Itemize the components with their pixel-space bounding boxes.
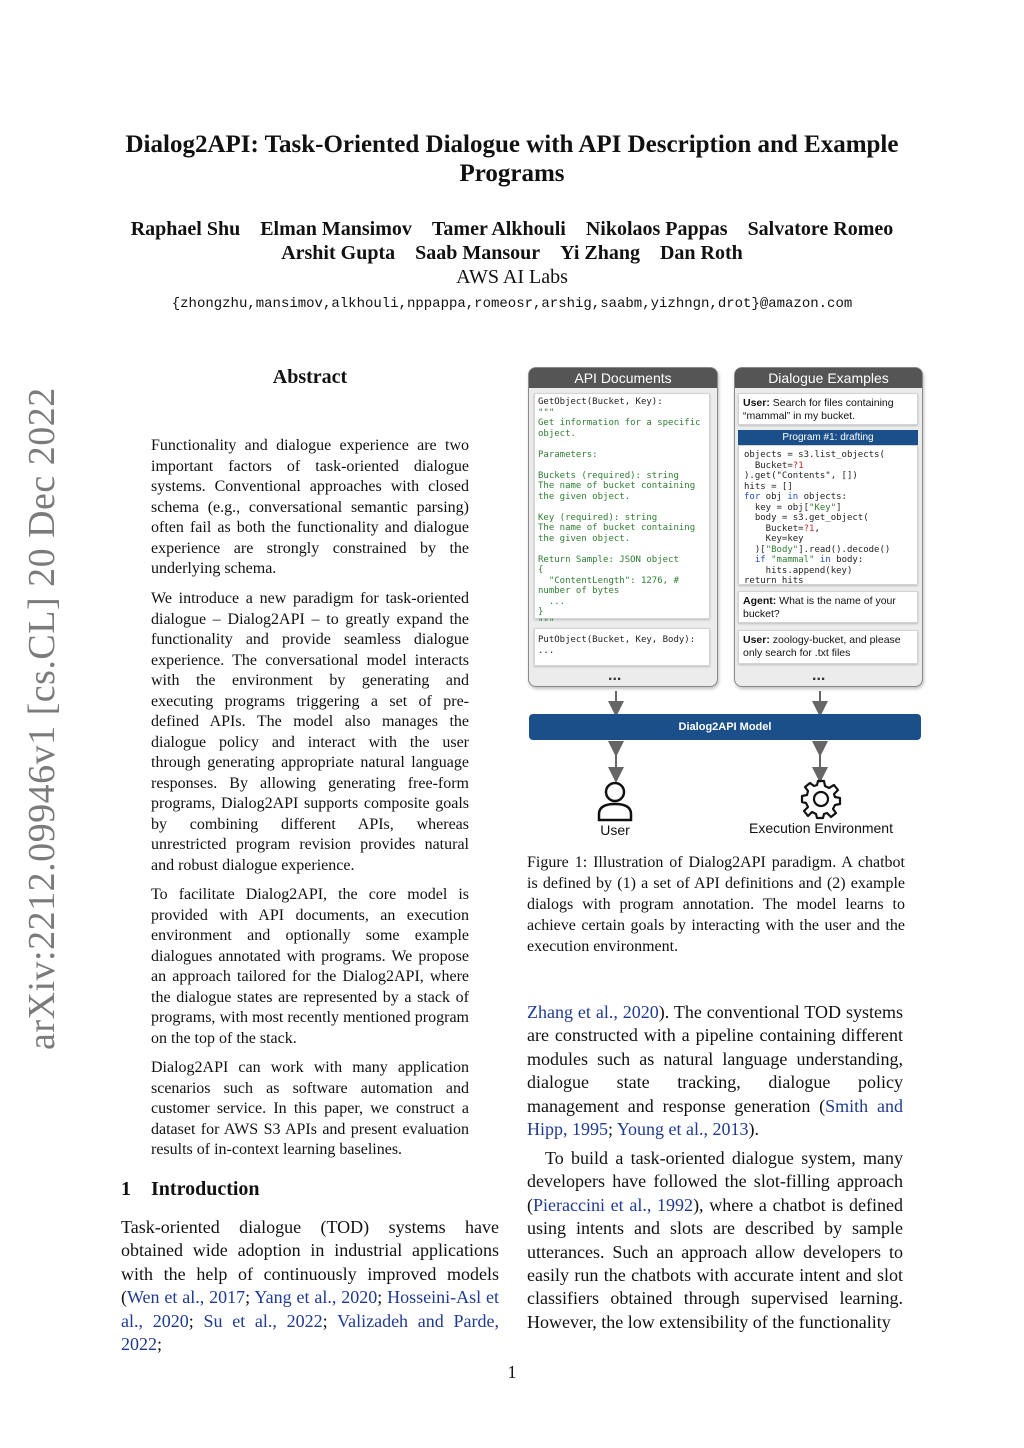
code-line: The name of bucket containing the given object. bbox=[538, 481, 696, 502]
section-number: 1 bbox=[121, 1178, 131, 1200]
author: Tamer Alkhouli bbox=[431, 218, 566, 240]
citation-link[interactable]: Wen et al., 2017 bbox=[127, 1287, 246, 1308]
citation-link[interactable]: Pieraccini et al., 1992 bbox=[533, 1194, 694, 1215]
code-line: GetObject(Bucket, Key): bbox=[538, 397, 663, 407]
code-line: """ bbox=[538, 617, 555, 628]
abstract-paragraph-2: We introduce a new paradigm for task-oriented dialogue – Dialog2API – to greatly expand the functionality and provide seamless dialogue experience. The conversational model interacts with the environment by generating and executing programs triggering a set of pre-defined APIs. The model also manages the dialogue policy and interact with the user through generating appropriate natural language responses. By allowing generating free-form programs, Dialog2API supports composite goals by combining different APIs, whereas unrestricted program revision provides natural and robust dialogue experience. bbox=[151, 590, 469, 874]
program-code-card: objects = s3.list_objects( Bucket=?1 ).get("Contents", []) hits = [] for obj in objects: key = obj["Key"] body = s3.get_object( Bucket=?1, Key=key )["Body"].read().decode() if "mammal" in body: hits.append(key) return hits bbox=[738, 445, 918, 585]
program-header: Program #1: drafting bbox=[738, 430, 918, 445]
user-turn-2: User: zoology-bucket, and please only search for .txt files bbox=[738, 630, 918, 664]
affiliation: AWS AI Labs bbox=[456, 266, 568, 288]
citation-link[interactable]: Su et al., 2022 bbox=[203, 1310, 323, 1331]
api-documents-header: API Documents bbox=[529, 368, 717, 388]
user-node-label: User bbox=[600, 822, 630, 838]
gear-icon bbox=[800, 778, 842, 820]
author: Yi Zhang bbox=[560, 242, 640, 264]
author-line-1 bbox=[80, 218, 944, 241]
api-doc-card-putobject bbox=[534, 628, 710, 666]
code-line: Return Sample: JSON object bbox=[538, 554, 679, 565]
user-icon bbox=[596, 780, 634, 822]
api-doc-card-getobject bbox=[534, 393, 710, 628]
citation-link[interactable]: Smith and Hipp, 1995 bbox=[527, 1095, 903, 1140]
citation-link[interactable]: Yang et al., 2020 bbox=[254, 1287, 378, 1308]
code-line: Parameters: bbox=[538, 449, 598, 460]
code-line: The name of bucket containing the given object. bbox=[538, 523, 696, 544]
user-turn-1: User: Search for files containing “mammal” in my bucket. bbox=[738, 393, 918, 425]
agent-turn: Agent: What is the name of your bucket? bbox=[738, 591, 918, 623]
citation-link[interactable]: Valizadeh and Parde, 2022 bbox=[121, 1310, 499, 1355]
author: Saab Mansour bbox=[415, 242, 541, 264]
figure-arrows bbox=[528, 685, 924, 795]
api-more-ellipsis: ... bbox=[608, 667, 622, 684]
author-line-2 bbox=[80, 242, 944, 265]
dialogue-more-ellipsis: ... bbox=[812, 667, 826, 684]
figure-caption: Figure 1: Illustration of Dialog2API paradigm. A chatbot is defined by (1) a set of API definitions and (2) example dialogs with program annotation. The model learns to achieve certain goals by interacting with the user and the execution environment. bbox=[527, 854, 905, 955]
author: Raphael Shu bbox=[130, 218, 241, 240]
section-title: Introduction bbox=[151, 1178, 260, 1200]
api-documents-panel bbox=[528, 367, 718, 687]
page-number: 1 bbox=[507, 1362, 517, 1382]
author: Elman Mansimov bbox=[260, 218, 412, 240]
code-line: """ bbox=[538, 407, 555, 418]
abstract-paragraph-1: Functionality and dialogue experience are two important factors of task-oriented dialogue systems. Conventional approaches with closed schema (e.g., conversational semantic parsing) often fail as both the functionality and dialogue experience are strongly constrained by the underlying schema. bbox=[151, 437, 469, 577]
intro-paragraph-right-2: To build a task-oriented dialogue system, many developers have followed the slot-filling approach (Pieraccini et al., 1992), where a chatbot is defined using intents and slots are described by sample utterances. Such an approach allow developers to easily run the chatbots with accurate intent and slot classifiers obtained through supervised learning. However, the low extensibility of the functionality bbox=[527, 1148, 903, 1332]
code-line: PutObject(Bucket, Key, Body): bbox=[538, 635, 696, 645]
abstract-paragraph-3: To facilitate Dialog2API, the core model is provided with API documents, an execution environment and optionally some example dialogues annotated with programs. We propose an approach tailored for the Dialog2API, where the dialogue states are represented by a stack of programs, with most recently mentioned program on the top of the stack. bbox=[151, 886, 469, 1047]
paper-title: Dialog2API: Task-Oriented Dialogue with API Description and Example Programs bbox=[125, 131, 899, 187]
author: Arshit Gupta bbox=[281, 242, 396, 264]
author: Nikolaos Pappas bbox=[585, 218, 728, 240]
intro-paragraph-left: Task-oriented dialogue (TOD) systems have obtained wide adoption in industrial applications with the help of continuously improved models (Wen et al., 2017; Yang et al., 2020; Hosseini-Asl et al., 2020; Su et al., 2022; Valizadeh and Parde, 2022; bbox=[121, 1217, 499, 1355]
intro-paragraph-right-1: Zhang et al., 2020). The conventional TOD systems are constructed with a pipeline containing different modules such as natural language understanding, dialogue state tracking, dialogue policy management and response generation (Smith and Hipp, 1995; Young et al., 2013). bbox=[527, 1002, 903, 1140]
code-line: Get information for a specific object. bbox=[538, 418, 701, 439]
citation-link[interactable]: Zhang et al., 2020 bbox=[527, 1002, 659, 1022]
dialog2api-model-bar: Dialog2API Model bbox=[529, 714, 921, 740]
code-line: Buckets (required): string bbox=[538, 470, 679, 481]
section-heading bbox=[121, 1178, 260, 1201]
environment-node-label: Execution Environment bbox=[749, 820, 893, 836]
citation-link[interactable]: Young et al., 2013 bbox=[616, 1119, 749, 1140]
code-line: Key (required): string bbox=[538, 512, 658, 523]
code-line: ... bbox=[538, 645, 555, 656]
dialogue-examples-header: Dialogue Examples bbox=[735, 368, 922, 388]
citation-link[interactable]: Hosseini-Asl et al., 2020 bbox=[121, 1287, 499, 1331]
author: Salvatore Romeo bbox=[747, 218, 894, 240]
abstract-heading: Abstract bbox=[272, 366, 348, 388]
abstract-paragraph-4: Dialog2API can work with many application scenarios such as software automation and customer service. In this paper, we construct a dataset for AWS S3 APIs and present evaluation results of in-context learning baselines. bbox=[151, 1059, 469, 1158]
dialogue-examples-panel bbox=[734, 367, 923, 687]
author-emails: {zhongzhu,mansimov,alkhouli,nppappa,romeosr,arshig,saabm,yizhngn,drot}@amazon.com bbox=[171, 296, 853, 312]
author: Dan Roth bbox=[659, 242, 743, 264]
code-line: { "ContentLength": 1276, # number of bytes ... } bbox=[538, 565, 679, 617]
arxiv-identifier: arXiv:2212.09946v1 [cs.CL] 20 Dec 2022 bbox=[21, 387, 63, 1050]
